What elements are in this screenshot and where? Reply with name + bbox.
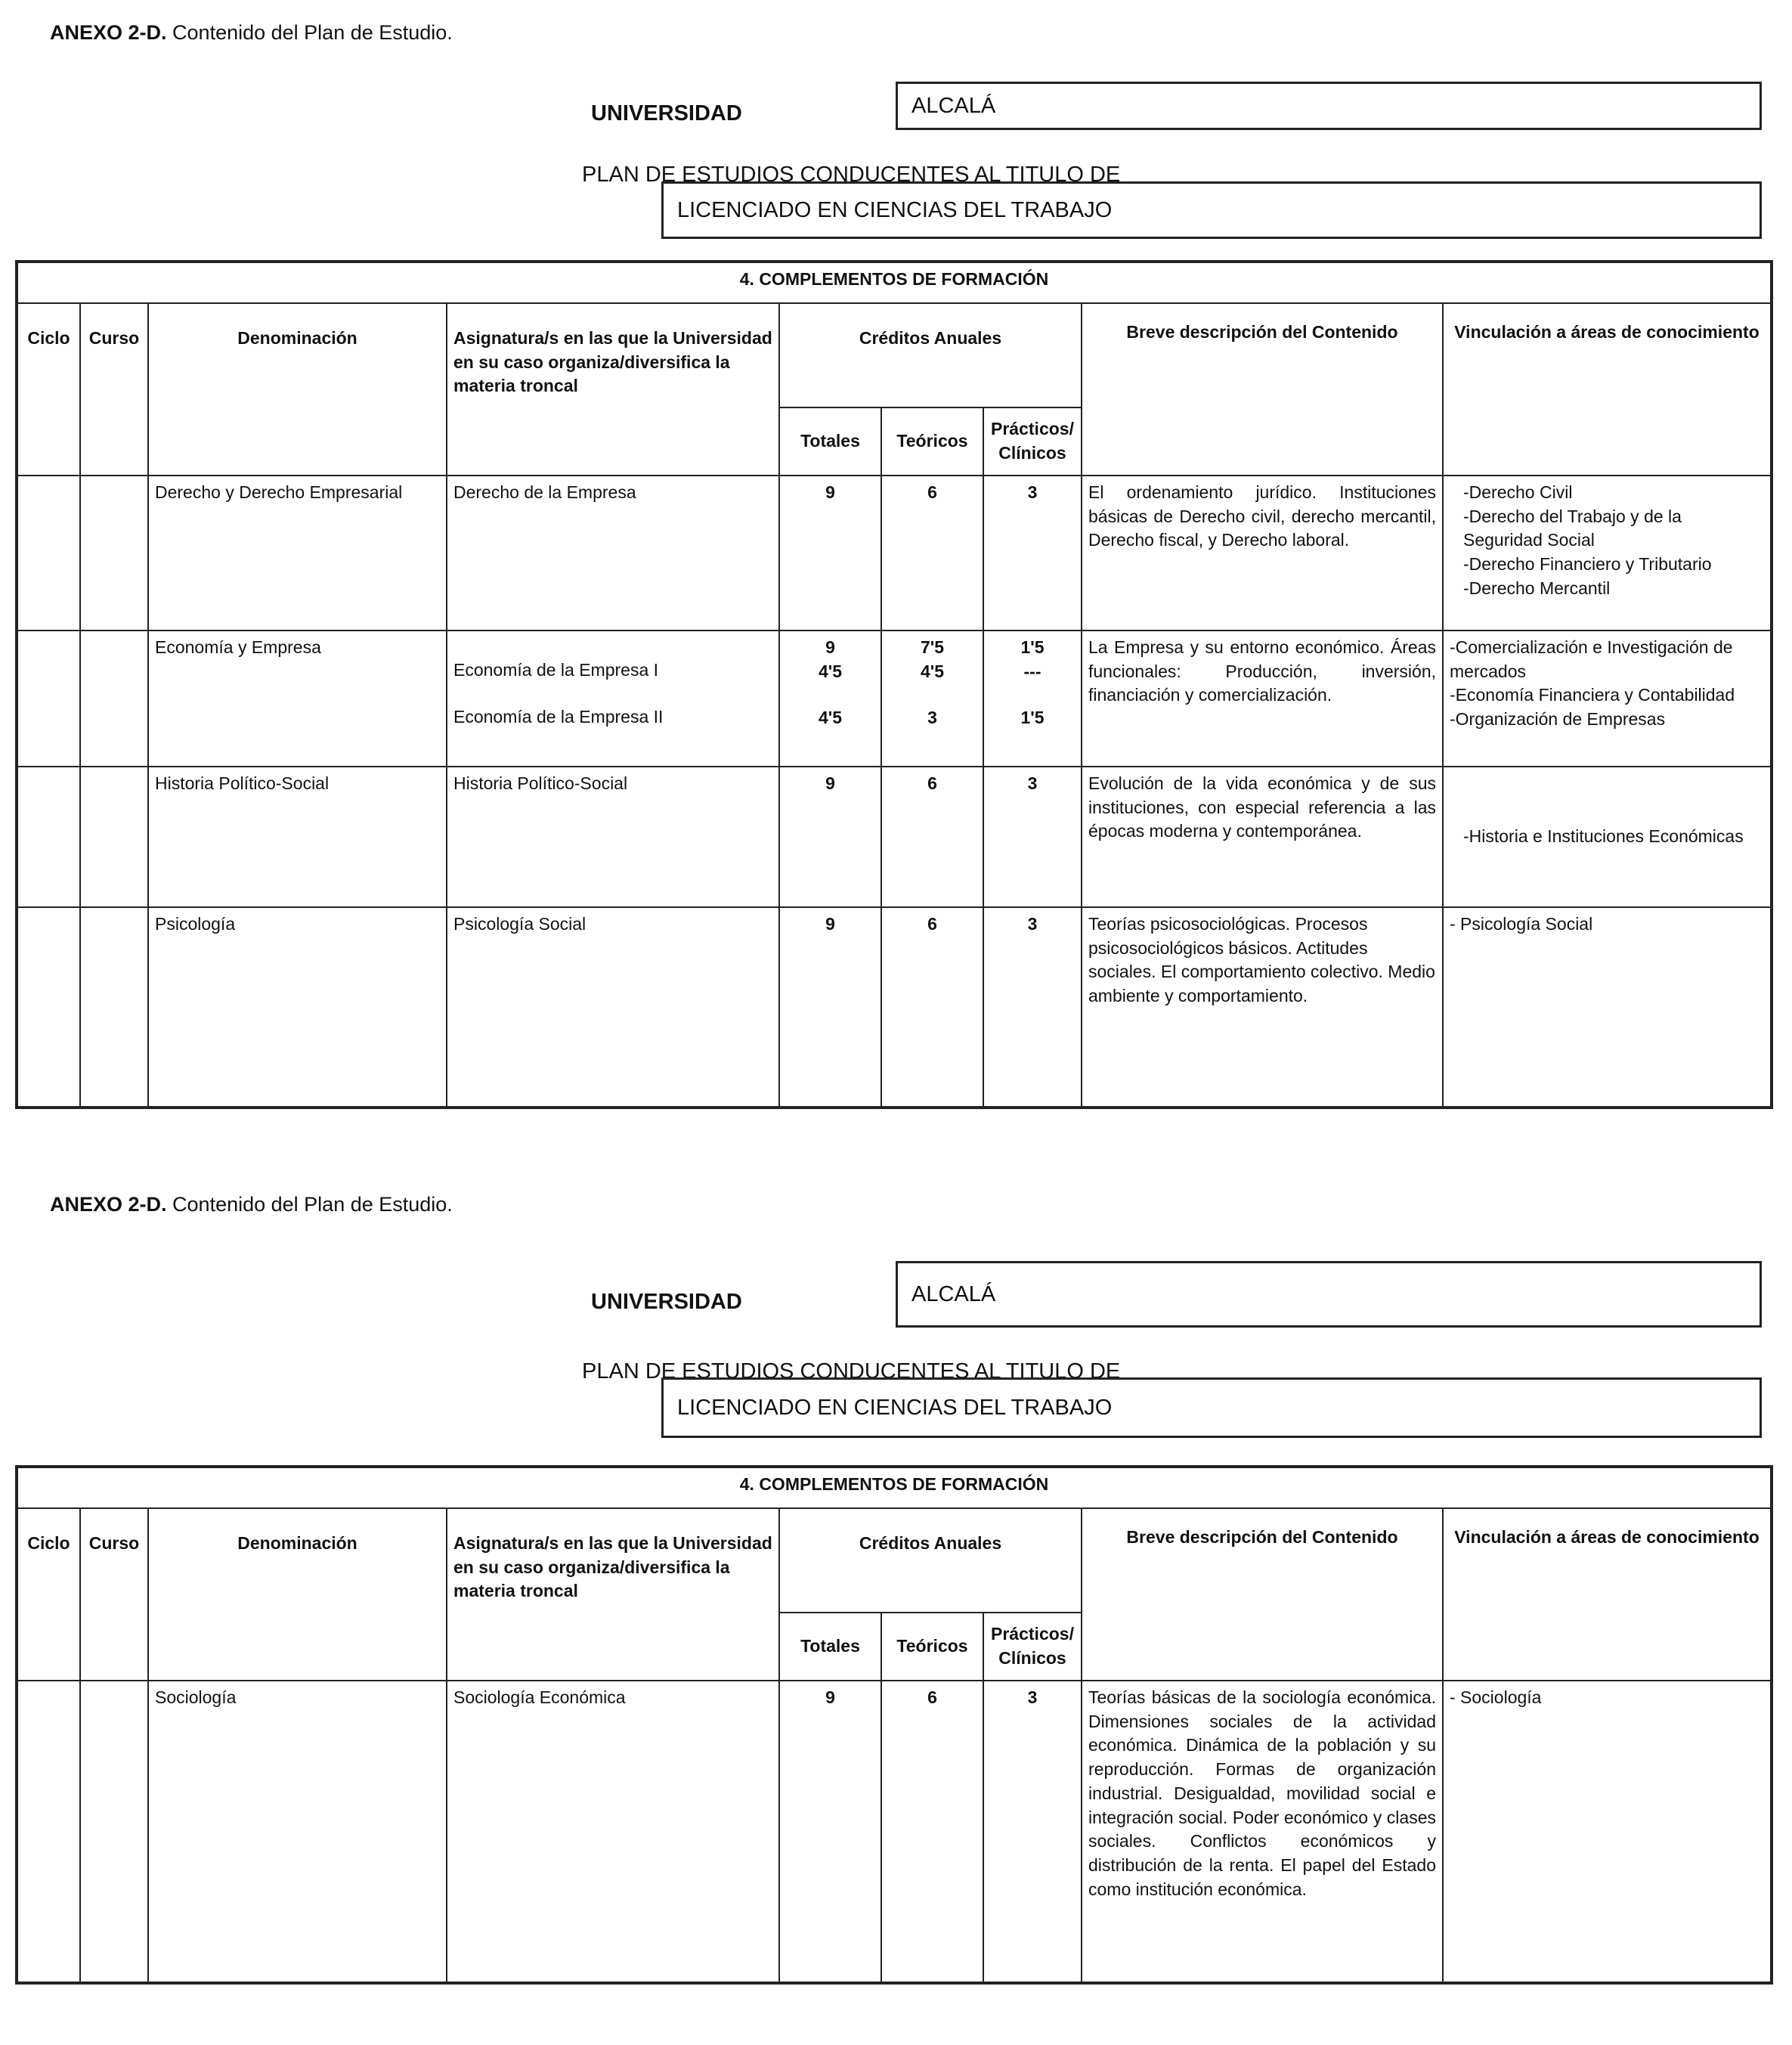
vinculacion-item: -Comercialización e Investigación de mercados — [1450, 637, 1733, 681]
totales-cell: 9 — [779, 476, 881, 631]
vinculacion-cell — [1443, 907, 1772, 1108]
descripcion-cell: El ordenamiento jurídico. Instituciones básicas de Derecho civil, derecho mercantil, Derecho fiscal, y Derecho laboral. — [1082, 476, 1443, 631]
plan-box: LICENCIADO EN CIENCIAS DEL TRABAJO — [661, 181, 1762, 239]
ciclo-cell — [17, 907, 80, 1108]
vinculacion-item: -Derecho Financiero y Tributario — [1463, 554, 1712, 575]
annex-prefix: ANEXO 2-D. — [50, 21, 167, 44]
universidad-label: UNIVERSIDAD — [591, 101, 742, 125]
complementos-table — [15, 260, 1773, 1109]
header-denominacion: Denominación — [148, 1508, 447, 1681]
header-practicos: Prácticos/ Clínicos — [983, 407, 1082, 476]
totales-cell: 9 — [779, 907, 881, 1108]
teoricos-cell: 6 — [881, 907, 983, 1108]
denominacion-cell: Psicología — [148, 907, 447, 1108]
plan-label: PLAN DE ESTUDIOS CONDUCENTES AL TITULO DE — [582, 163, 1121, 187]
header-creditos: Créditos Anuales — [779, 303, 1082, 407]
plan-label: PLAN DE ESTUDIOS CONDUCENTES AL TITULO DE — [582, 1359, 1121, 1383]
teoricos-cell: 6 — [881, 767, 983, 907]
header-totales: Totales — [779, 407, 881, 476]
universidad-box: ALCALÁ — [896, 1261, 1762, 1328]
header-teoricos: Teóricos — [881, 407, 983, 476]
header-asignatura: Asignatura/s en las que la Universidad en su caso organiza/diversifica la materia troncal — [447, 1508, 779, 1681]
asignatura-cell: Derecho de la Empresa — [447, 476, 779, 631]
curso-cell — [80, 476, 148, 631]
totales-cell: 9 — [779, 767, 881, 907]
universidad-label: UNIVERSIDAD — [591, 1290, 742, 1314]
header-totales: Totales — [779, 1613, 881, 1681]
descripcion-cell: Evolución de la vida económica y de sus instituciones, con especial referencia a las épocas moderna y contemporánea. — [1082, 767, 1443, 907]
header-ciclo: Ciclo — [17, 303, 80, 476]
curso-cell — [80, 631, 148, 767]
universidad-box: ALCALÁ — [896, 82, 1762, 130]
practicos-cell: 3 — [983, 476, 1082, 631]
practicos-cell: 3 — [983, 767, 1082, 907]
header-asignatura: Asignatura/s en las que la Universidad en su caso organiza/diversifica la materia troncal — [447, 303, 779, 476]
table-row — [17, 907, 1772, 1108]
asignatura-item — [453, 636, 772, 658]
asignatura-cell — [447, 631, 779, 767]
header-ciclo: Ciclo — [17, 1508, 80, 1681]
table-row — [17, 476, 1772, 631]
descripcion-cell: Teorías básicas de la sociología económica. Dimensiones sociales de la actividad económica. Dinámica de la población y su reproducción. Formas de organización industrial. Desigualdad, movilidad social e integración social. Poder económico y clases sociales. Conflictos económicos y distribución de la renta. El papel del Estado como institución económica. — [1082, 1681, 1443, 1983]
annex-heading — [50, 1193, 453, 1216]
asignatura-cell: Sociología Económica — [447, 1681, 779, 1983]
asignatura-cell: Historia Político-Social — [447, 767, 779, 907]
denominacion-cell: Economía y Empresa — [148, 631, 447, 767]
totales-value: 4'5 — [818, 661, 843, 681]
header-descripcion: Breve descripción del Contenido — [1082, 1508, 1443, 1681]
vinculacion-cell — [1443, 1681, 1772, 1983]
asignatura-item: Economía de la Empresa I — [453, 660, 659, 680]
practicos-value: 1'5 — [1020, 637, 1045, 657]
annex-title: Contenido del Plan de Estudio. — [172, 1193, 453, 1216]
vinculacion-cell — [1443, 476, 1772, 631]
ciclo-cell — [17, 476, 80, 631]
header-curso: Curso — [80, 303, 148, 476]
ciclo-cell — [17, 1681, 80, 1983]
asignatura-cell: Psicología Social — [447, 907, 779, 1108]
vinculacion-item: - Sociología — [1450, 1687, 1542, 1707]
totales-value: 9 — [825, 637, 835, 657]
vinculacion-item: -Derecho del Trabajo y de la Seguridad Social — [1463, 506, 1682, 550]
totales-cell — [779, 631, 881, 767]
table-row — [17, 631, 1772, 767]
curso-cell — [80, 907, 148, 1108]
header-creditos: Créditos Anuales — [779, 1508, 1082, 1613]
teoricos-value: 3 — [927, 708, 937, 728]
denominacion-cell: Derecho y Derecho Empresarial — [148, 476, 447, 631]
header-curso: Curso — [80, 1508, 148, 1681]
descripcion-cell: Teorías psicosociológicas. Procesos psicosociológicos básicos. Actitudes sociales. El comportamiento colectivo. Medio ambiente y comportamiento. — [1082, 907, 1443, 1108]
practicos-value: 1'5 — [1020, 708, 1045, 728]
practicos-cell: 3 — [983, 907, 1082, 1108]
vinculacion-item: -Organización de Empresas — [1450, 709, 1666, 730]
header-descripcion: Breve descripción del Contenido — [1082, 303, 1443, 476]
section-title: 4. COMPLEMENTOS DE FORMACIÓN — [17, 262, 1772, 303]
teoricos-value: 7'5 — [920, 637, 945, 657]
annex-prefix: ANEXO 2-D. — [50, 1193, 167, 1216]
practicos-value: --- — [1023, 661, 1041, 681]
practicos-cell — [983, 631, 1082, 767]
teoricos-cell — [881, 631, 983, 767]
descripcion-cell: La Empresa y su entorno económico. Áreas funcionales: Producción, inversión, financiación y comercialización. — [1082, 631, 1443, 767]
teoricos-value: 4'5 — [920, 661, 945, 681]
asignatura-item: Economía de la Empresa II — [453, 706, 664, 727]
vinculacion-item: -Derecho Civil — [1463, 482, 1573, 502]
table-row — [17, 1681, 1772, 1983]
curso-cell — [80, 1681, 148, 1983]
plan-box: LICENCIADO EN CIENCIAS DEL TRABAJO — [661, 1377, 1762, 1438]
teoricos-cell: 6 — [881, 476, 983, 631]
denominacion-cell: Sociología — [148, 1681, 447, 1983]
vinculacion-cell — [1443, 767, 1772, 907]
ciclo-cell — [17, 767, 80, 907]
header-teoricos: Teóricos — [881, 1613, 983, 1681]
totales-value: 4'5 — [818, 708, 843, 728]
header-vinculacion: Vinculación a áreas de conocimiento — [1443, 1508, 1772, 1681]
page-2 — [0, 1179, 1792, 2041]
header-practicos: Prácticos/ Clínicos — [983, 1613, 1082, 1681]
section-title: 4. COMPLEMENTOS DE FORMACIÓN — [17, 1467, 1772, 1508]
header-vinculacion: Vinculación a áreas de conocimiento — [1443, 303, 1772, 476]
complementos-table — [15, 1465, 1773, 1985]
vinculacion-item: - Psicología Social — [1450, 914, 1593, 934]
annex-title: Contenido del Plan de Estudio. — [172, 21, 453, 44]
denominacion-cell: Historia Político-Social — [148, 767, 447, 907]
ciclo-cell — [17, 631, 80, 767]
curso-cell — [80, 767, 148, 907]
header-denominacion: Denominación — [148, 303, 447, 476]
practicos-cell: 3 — [983, 1681, 1082, 1983]
vinculacion-cell — [1443, 631, 1772, 767]
vinculacion-item: -Economía Financiera y Contabilidad — [1450, 685, 1735, 705]
annex-heading — [50, 21, 453, 45]
vinculacion-item: -Historia e Instituciones Económicas — [1463, 826, 1744, 847]
vinculacion-item: -Derecho Mercantil — [1463, 578, 1611, 598]
table-row — [17, 767, 1772, 907]
teoricos-cell: 6 — [881, 1681, 983, 1983]
totales-cell: 9 — [779, 1681, 881, 1983]
